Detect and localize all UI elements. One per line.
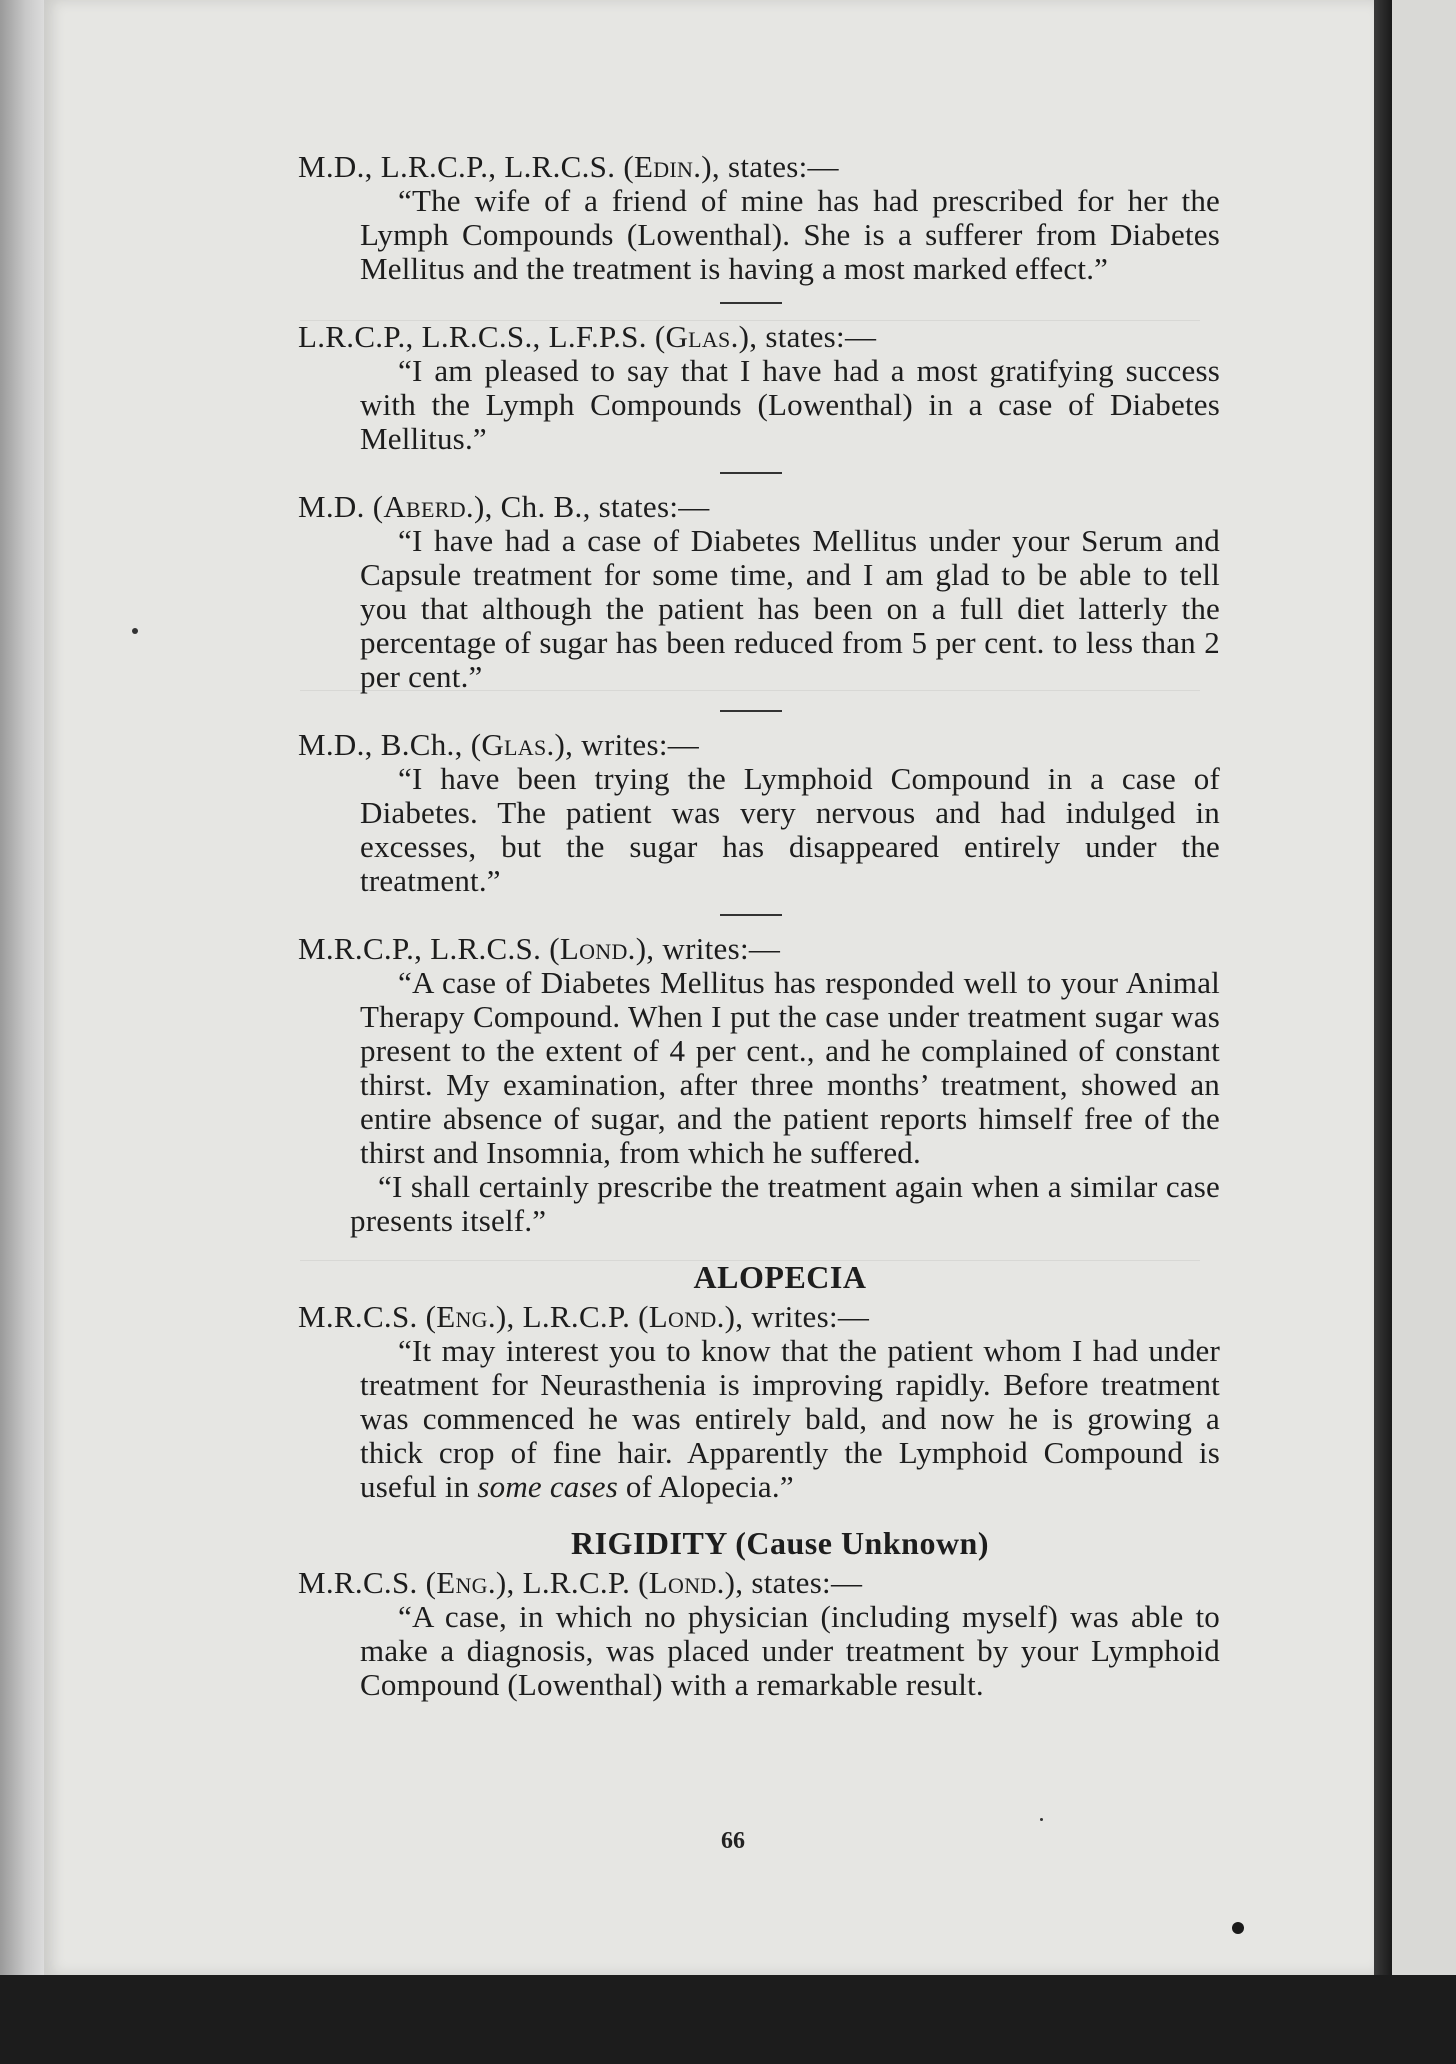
testimonial-credential: M.R.C.S. (Eng.), L.R.C.P. (Lond.), writes:— — [298, 1299, 870, 1334]
separator-rule — [720, 710, 782, 712]
paper-speck — [1232, 1922, 1244, 1934]
testimonial-credential: M.D., L.R.C.P., L.R.C.S. (Edin.), states:— — [298, 149, 839, 184]
testimonial-credential: M.R.C.P., L.R.C.S. (Lond.), writes:— — [298, 931, 781, 966]
paper-speck — [1040, 1818, 1043, 1821]
testimonial-quote-continued: “I shall certainly prescribe the treatment again when a similar case presents itself.” — [350, 1169, 1220, 1238]
separator-rule — [720, 914, 782, 916]
page-spine-edge — [1374, 0, 1392, 1990]
page-number: 66 — [721, 1828, 745, 1854]
page-text — [280, 150, 1220, 1702]
testimonial-credential: L.R.C.P., L.R.C.S., L.F.P.S. (Glas.), states:— — [298, 319, 877, 354]
section-heading-rigidity: RIGIDITY (Cause Unknown) — [570, 1525, 989, 1561]
separator-rule — [720, 472, 782, 474]
section-heading-alopecia: ALOPECIA — [693, 1259, 867, 1295]
testimonial-quote: “A case, in which no physician (including myself) was able to make a diagnosis, was placed under treatment by your Lymphoid Compound (Lowenthal) with a remarkable result. — [360, 1599, 1220, 1702]
book-gutter-edge — [0, 0, 44, 2064]
testimonial-quote: “I have been trying the Lymphoid Compound in a case of Diabetes. The patient was very nervous and had indulged in excesses, but the sugar has disappeared entirely under the treatment.” — [360, 761, 1220, 898]
testimonial-quote: “It may interest you to know that the patient whom I had under treatment for Neurasthenia is improving rapidly. Before treatment was commenced he was entirely bald, and now he is growing a thick crop of fine hair. Apparently the Lymphoid Compound is useful in some cases of Alopecia.” — [360, 1333, 1220, 1504]
testimonial-quote: “I have had a case of Diabetes Mellitus under your Serum and Capsule treatment for some time, and I am glad to be able to tell you that although the patient has been on a full diet latterly the percentage of sugar has been reduced from 5 per cent. to less than 2 per cent.” — [360, 523, 1220, 694]
separator-rule — [720, 302, 782, 304]
testimonial-credential: M.D. (Aberd.), Ch. B., states:— — [298, 489, 710, 524]
scan-bottom-border — [0, 1975, 1456, 2064]
testimonial-credential: M.D., B.Ch., (Glas.), writes:— — [298, 727, 700, 762]
paper-speck — [132, 628, 138, 634]
facing-page-edge — [1392, 0, 1456, 1990]
testimonial-credential: M.R.C.S. (Eng.), L.R.C.P. (Lond.), states:— — [298, 1565, 863, 1600]
testimonial-quote: “I am pleased to say that I have had a most gratifying success with the Lymph Compounds (Lowenthal) in a case of Diabetes Mellitus.” — [360, 353, 1220, 456]
testimonial-quote: “A case of Diabetes Mellitus has responded well to your Animal Therapy Compound. When I put the case under treatment sugar was present to the extent of 4 per cent., and he complained of constant thirst. My examination, after three months’ treatment, showed an entire absence of sugar, and the patient reports himself free of the thirst and Insomnia, from which he suffered. — [360, 965, 1220, 1170]
testimonial-quote: “The wife of a friend of mine has had prescribed for her the Lymph Compounds (Lowenthal). She is a sufferer from Diabetes Mellitus and the treatment is having a most marked effect.” — [360, 183, 1220, 286]
